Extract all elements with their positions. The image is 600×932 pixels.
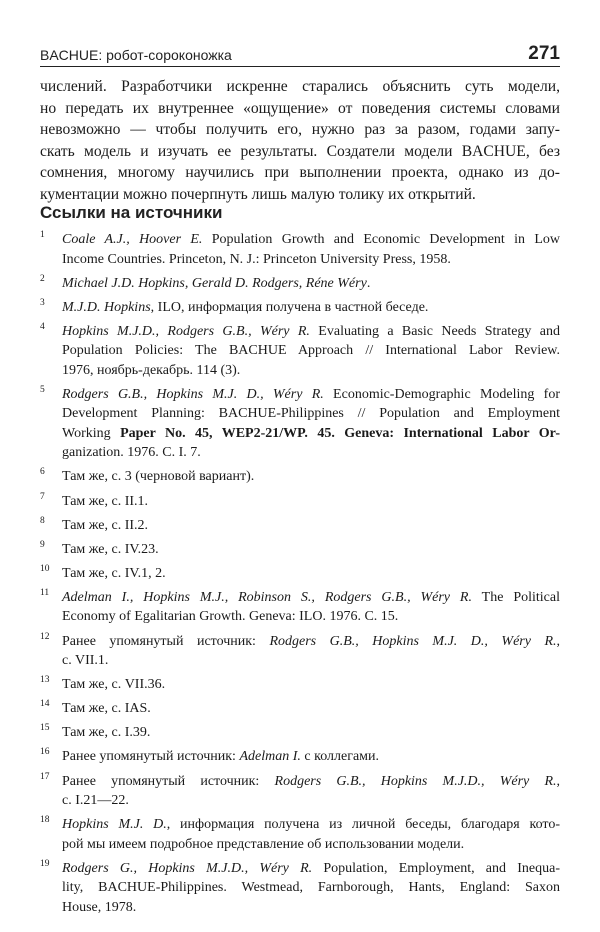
reference-item <box>40 675 560 695</box>
reference-text: , <box>556 773 561 789</box>
reference-line <box>62 564 560 584</box>
reference-item <box>40 699 560 719</box>
reference-text: Там же, с. 3 (черновой вариант). <box>62 469 255 485</box>
reference-text: Ранее упомянутый источник: <box>62 633 270 649</box>
reference-line <box>62 274 560 294</box>
reference-number: 8 <box>40 515 45 526</box>
reference-text: Ранее упомянутый источник: <box>62 749 240 765</box>
reference-text: ganization. 1976. C. I. 7. <box>62 445 201 461</box>
running-title: BACHUE: робот-сороконожка <box>40 47 232 63</box>
reference-line <box>62 404 560 424</box>
reference-item <box>40 540 560 560</box>
reference-text: Там же, с. IV.1, 2. <box>62 565 166 581</box>
reference-number: 17 <box>40 771 50 782</box>
reference-line <box>62 588 560 608</box>
reference-item <box>40 298 560 318</box>
reference-text: , информация получена из личной беседы, благодаря кото- <box>166 817 560 833</box>
section-heading: Ссылки на источники <box>40 203 223 222</box>
reference-line <box>62 341 560 361</box>
reference-item <box>40 815 560 854</box>
running-header <box>40 43 560 67</box>
reference-line <box>62 772 560 792</box>
reference-item <box>40 564 560 584</box>
reference-text: House, 1978. <box>62 899 137 915</box>
reference-text: Там же, с. IV.23. <box>62 541 159 557</box>
reference-text: Там же, с. II.2. <box>62 517 149 533</box>
reference-text: , ILO, информация получена в частной беседе. <box>150 299 429 315</box>
reference-number: 10 <box>40 563 50 574</box>
author-names: Adelman I. <box>239 749 301 765</box>
reference-text: Evaluating a Basic Needs Strategy and <box>309 323 561 339</box>
reference-line <box>62 516 560 536</box>
reference-number: 4 <box>40 321 45 332</box>
reference-line <box>62 250 560 270</box>
reference-line <box>62 815 560 835</box>
reference-text: Income Countries. Princeton, N. J.: Princeton University Press, 1958. <box>62 251 451 267</box>
reference-item <box>40 230 560 269</box>
reference-line <box>62 723 560 743</box>
author-names: Coale A.J., Hoover E. <box>62 232 203 247</box>
author-names: Adelman I., Hopkins M.J., Robinson S., Rodgers G.B., Wéry R. <box>62 589 472 605</box>
reference-item <box>40 747 560 767</box>
reference-line <box>62 492 560 512</box>
reference-item <box>40 467 560 487</box>
reference-number: 5 <box>40 384 45 395</box>
reference-text: Development Planning: BACHUE-Philippines // Population and Employment <box>62 406 560 422</box>
reference-text: Там же, с. II.1. <box>62 493 149 509</box>
reference-line <box>62 467 560 487</box>
reference-text: Ранее упомянутый источник: <box>62 773 275 789</box>
reference-line <box>62 298 560 318</box>
reference-item <box>40 588 560 627</box>
author-names: Michael J.D. Hopkins, Gerald D. Rodgers, Réne Wéry <box>62 275 367 291</box>
reference-text: c. I.21—22. <box>62 793 129 808</box>
author-names: Rodgers G., Hopkins M.J.D., Wéry R. <box>62 860 313 876</box>
reference-text: lity, BACHUE-Philippines. Westmead, Farnborough, Hants, England: Saxon <box>62 880 560 896</box>
author-names: Rodgers G.B., Hopkins M.J. D., Wéry R. <box>269 633 557 649</box>
bold-text: Paper No. 45, WEP2-21/WP. 45. Geneva: International Labor Or- <box>120 425 560 441</box>
reference-text: . <box>366 275 371 291</box>
reference-number: 1 <box>40 230 45 240</box>
reference-text: Population, Employment, and Inequa- <box>312 860 560 876</box>
reference-item <box>40 492 560 512</box>
reference-line <box>62 385 560 405</box>
reference-number: 6 <box>40 467 45 478</box>
reference-number: 11 <box>40 587 50 598</box>
reference-item <box>40 322 560 381</box>
reference-text: Population Policies: The BACHUE Approach // International Labor Review. <box>62 343 560 359</box>
reference-line <box>62 835 560 855</box>
reference-number: 15 <box>40 723 50 734</box>
body-line: невозможно — чтобы получить его, нужно раз за разом, годами запу- <box>40 121 560 139</box>
reference-number: 2 <box>40 273 45 284</box>
author-names: Rodgers G.B., Hopkins M.J. D., Wéry R. <box>62 386 324 402</box>
reference-item <box>40 385 560 463</box>
reference-line <box>62 898 560 918</box>
reference-number: 12 <box>40 631 50 642</box>
reference-number: 9 <box>40 539 45 550</box>
body-line: сомнения, многому научились при выполнении проекта, однако из до- <box>40 164 560 182</box>
reference-text: рой мы имеем подробное представление об использовании модели. <box>62 836 465 852</box>
reference-line <box>62 361 560 381</box>
reference-item <box>40 632 560 671</box>
reference-item <box>40 772 560 811</box>
reference-text: c. VII.1. <box>62 653 109 669</box>
reference-item <box>40 516 560 536</box>
reference-number: 16 <box>40 747 50 758</box>
reference-number: 14 <box>40 699 50 710</box>
reference-line <box>62 651 560 671</box>
reference-text: 1976, ноябрь-декабрь. 114 (3). <box>62 362 241 378</box>
author-names: Rodgers G.B., Hopkins M.J.D., Wéry R. <box>274 773 557 789</box>
reference-number: 3 <box>40 297 45 308</box>
reference-number: 13 <box>40 675 50 686</box>
author-names: Hopkins M.J. D. <box>62 817 167 833</box>
reference-line <box>62 230 560 250</box>
reference-item <box>40 859 560 918</box>
body-line: числений. Разработчики искренне старались объяснить суть модели, <box>40 78 560 95</box>
reference-line <box>62 632 560 652</box>
body-line: кументации можно почерпнуть лишь малую толику их открытий. <box>40 185 476 203</box>
reference-number: 19 <box>40 858 50 869</box>
reference-line <box>62 878 560 898</box>
author-names: M.J.D. Hopkins <box>62 299 151 315</box>
reference-line <box>62 540 560 560</box>
body-paragraph <box>40 76 560 206</box>
reference-line <box>62 859 560 879</box>
reference-text: Economic-Demographic Modeling for <box>323 386 560 402</box>
reference-number: 18 <box>40 815 50 826</box>
reference-number: 7 <box>40 491 45 502</box>
reference-text: Там же, с. VII.36. <box>62 677 166 693</box>
reference-text: Working <box>62 425 121 441</box>
reference-line <box>62 699 560 719</box>
reference-text: с коллегами. <box>300 749 380 765</box>
body-line: скать модель и изучать ее результаты. Создатели модели BACHUE, без <box>40 142 560 160</box>
reference-line <box>62 443 560 463</box>
reference-text: Population Growth and Economic Development in Low <box>202 232 561 247</box>
reference-line <box>62 675 560 695</box>
references-list <box>40 230 560 922</box>
reference-line <box>62 747 560 767</box>
reference-item <box>40 723 560 743</box>
page-number: 271 <box>528 43 560 64</box>
author-names: Hopkins M.J.D., Rodgers G.B., Wéry R. <box>62 323 310 339</box>
reference-line <box>62 424 560 444</box>
reference-line <box>62 607 560 627</box>
reference-text: Там же, с. I.39. <box>62 725 151 741</box>
reference-text: Там же, с. IAS. <box>62 701 151 717</box>
reference-item <box>40 274 560 294</box>
reference-text: , <box>556 633 561 649</box>
reference-text: The Political <box>471 589 560 605</box>
reference-line <box>62 791 560 811</box>
body-line: но передать их внутреннее «ощущение» от поведения системы словами <box>40 99 560 117</box>
reference-line <box>62 322 560 342</box>
reference-text: Economy of Egalitarian Growth. Geneva: ILO. 1976. C. 15. <box>62 609 399 625</box>
